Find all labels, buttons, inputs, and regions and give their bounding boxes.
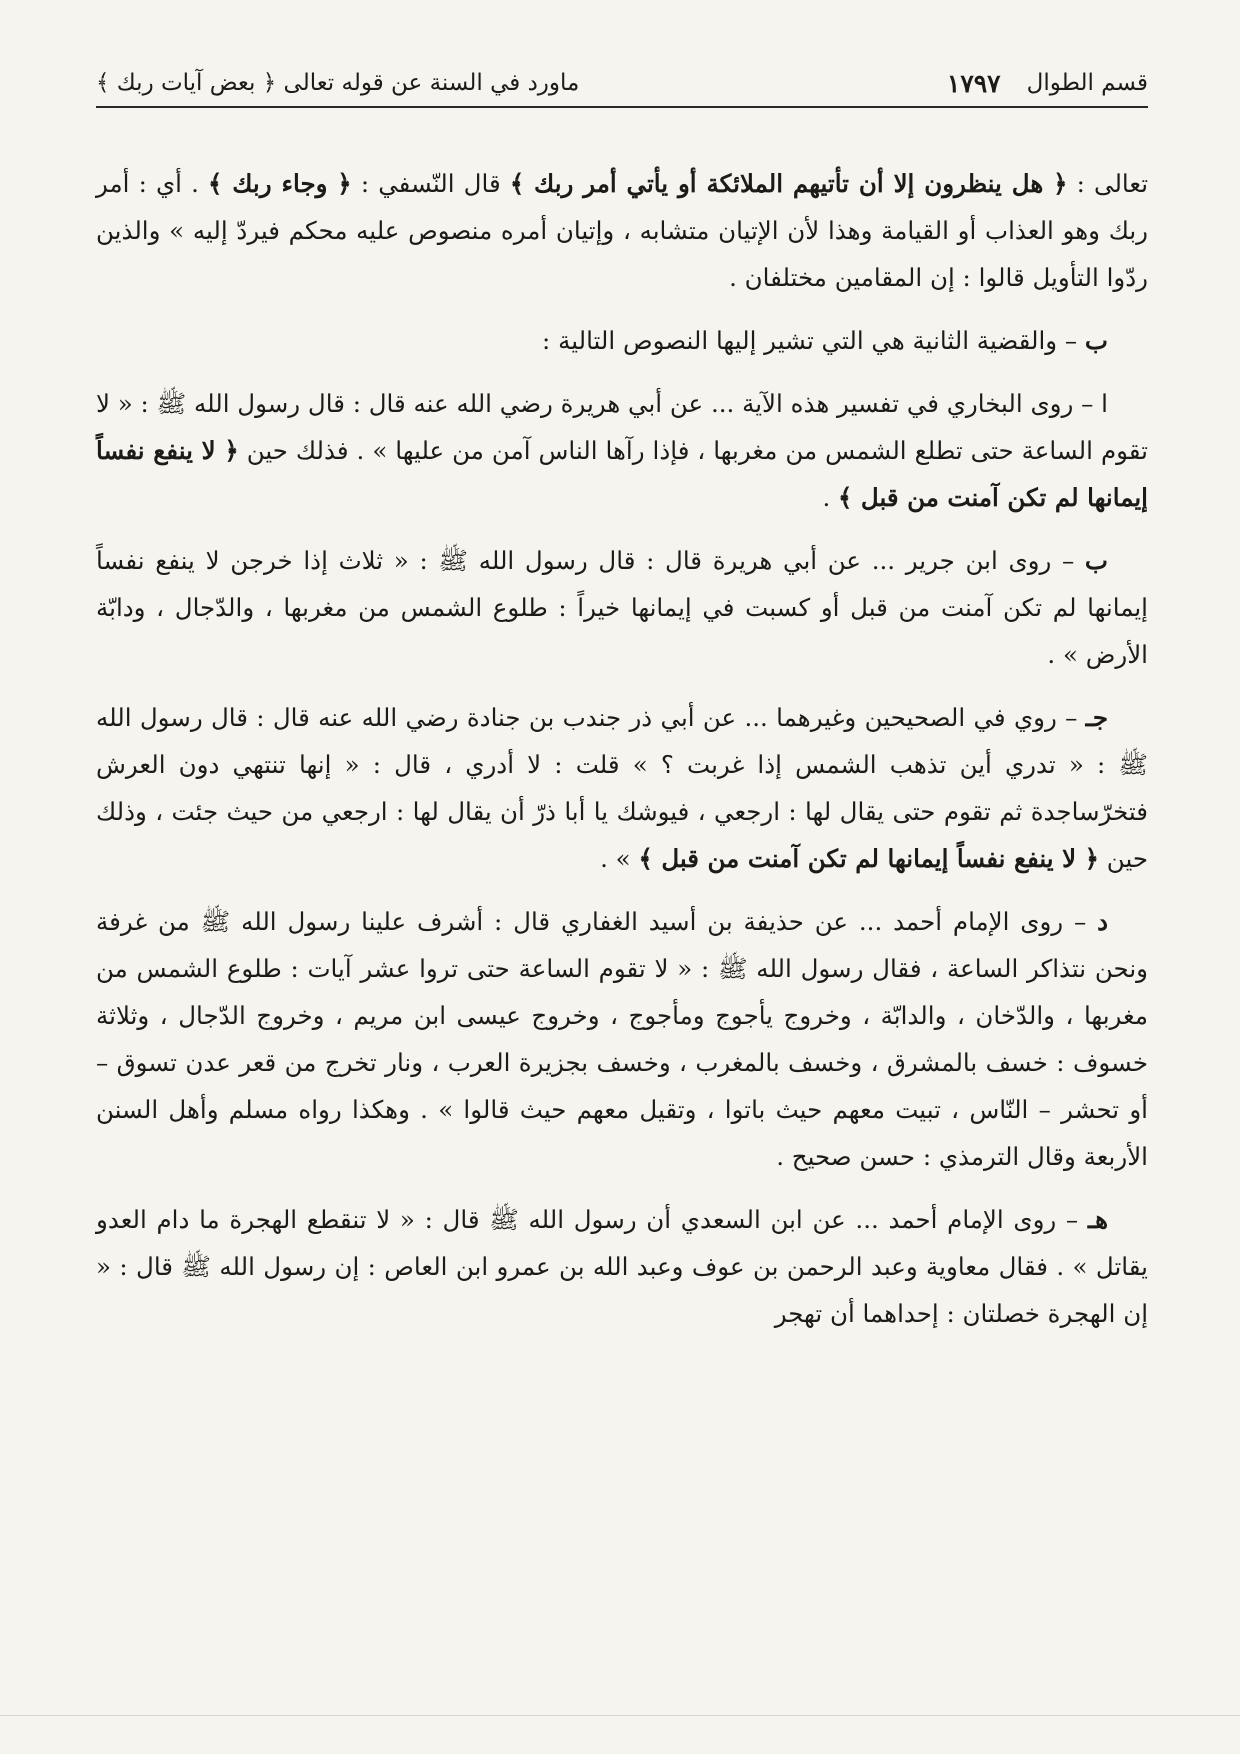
paragraph-ba-heading: [96, 317, 1148, 364]
text-segment: » .: [600, 844, 639, 873]
page-header: [96, 60, 1148, 108]
bold-text: ﴿ لا ينفع نفساً إيمانها لم تكن آمنت من قبل ﴾: [638, 844, 1100, 873]
bottom-edge: [0, 1715, 1240, 1716]
paragraph-dal: [96, 898, 1148, 1180]
bold-text: د: [1097, 907, 1108, 936]
bold-text: ب: [1084, 326, 1108, 355]
header-left-group: [947, 69, 1148, 98]
paragraph-intro: [96, 160, 1148, 301]
bold-text: هـ: [1087, 1205, 1108, 1234]
text-segment: – والقضية الثانية هي التي تشير إليها النصوص التالية :: [542, 326, 1085, 355]
bold-text: ﴿ هل ينظرون إلا أن تأتيهم الملائكة أو يأتي أمر ربك ﴾: [509, 169, 1068, 198]
paragraph-alif: [96, 380, 1148, 521]
text-segment: ا – روى البخاري في تفسير هذه الآية ... عن أبي هريرة رضي الله عنه قال : قال رسول الله ﷺ : « لا تقوم الساعة حتى تطلع الشمس من مغربها ، فإذا رآها الناس آمن من عليها » . فذلك حين: [96, 389, 1148, 465]
text-segment: .: [822, 483, 839, 512]
paragraph-jim: [96, 694, 1148, 882]
bold-text: جـ: [1085, 703, 1108, 732]
paragraph-ha: [96, 1196, 1148, 1337]
page-body: [96, 160, 1148, 1353]
text-segment: – روي في الصحيحين وغيرهما ... عن أبي ذر جندب بن جنادة رضي الله عنه قال : قال رسول الله ﷺ : « تدري أين تذهب الشمس إذا غربت ؟ » قلت : لا أدري ، قال : « إنها تنتهي دون العرش فتخرّساجدة ثم تقوم حتى يقال لها : ارجعي ، فيوشك يا أبا ذرّ أن يقال لها : ارجعي من حيث جئت ، وذلك حين: [96, 703, 1148, 873]
text-segment: – روى ابن جرير ... عن أبي هريرة قال : قال رسول الله ﷺ : « ثلاث إذا خرجن لا ينفع نفساً إيمانها لم تكن آمنت من قبل أو كسبت في إيمانها خيراً : طلوع الشمس من مغربها ، والدّجال ، ودابّة الأرض » .: [96, 546, 1148, 669]
paragraph-ba: [96, 537, 1148, 678]
bold-text: ﴿ لا ينفع نفساً إيمانها لم تكن آمنت من قبل ﴾: [96, 436, 1148, 512]
bold-text: ﴿ وجاء ربك ﴾: [208, 169, 352, 198]
text-segment: – روى الإمام أحمد ... عن ابن السعدي أن رسول الله ﷺ قال : « لا تنقطع الهجرة ما دام العدو يقاتل » . فقال معاوية وعبد الرحمن بن عوف وعبد الله بن عمرو ابن العاص : إن رسول الله ﷺ قال : « إن الهجرة خصلتان : إحداهما أن تهجر: [96, 1205, 1148, 1328]
section-name: قسم الطوال: [1026, 70, 1148, 96]
bold-text: ب: [1084, 546, 1108, 575]
page-number: ١٧٩٧: [946, 68, 1001, 98]
text-segment: . أي : أمر ربك وهو العذاب أو القيامة وهذا لأن الإتيان متشابه ، وإتيان أمره منصوص عليه محكم فيردّ إليه » والذين ردّوا التأويل قالوا : إن المقامين مختلفان .: [96, 169, 1148, 292]
text-segment: قال النّسفي :: [351, 169, 510, 198]
text-segment: – روى الإمام أحمد ... عن حذيفة بن أسيد الغفاري قال : أشرف علينا رسول الله ﷺ من غرفة ونحن نتذاكر الساعة ، فقال رسول الله ﷺ : « لا تقوم الساعة حتى تروا عشر آيات : طلوع الشمس من مغربها ، والدّخان ، والدابّة ، وخروج يأجوج ومأجوج ، وخروج عيسى ابن مريم ، وخروج الدّجال ، وثلاثة خسوف : خسف بالمشرق ، وخسف بالمغرب ، وخسف بجزيرة العرب ، ونار تخرج من قعر عدن تسوق – أو تحشر – النّاس ، تبيت معهم حيث باتوا ، وتقيل معهم حيث قالوا » . وهكذا رواه مسلم وأهل السنن الأربعة وقال الترمذي : حسن صحيح .: [96, 907, 1148, 1171]
running-title: ماورد في السنة عن قوله تعالى ﴿ بعض آيات ربك ﴾: [96, 70, 580, 96]
text-segment: تعالى :: [1067, 169, 1149, 198]
